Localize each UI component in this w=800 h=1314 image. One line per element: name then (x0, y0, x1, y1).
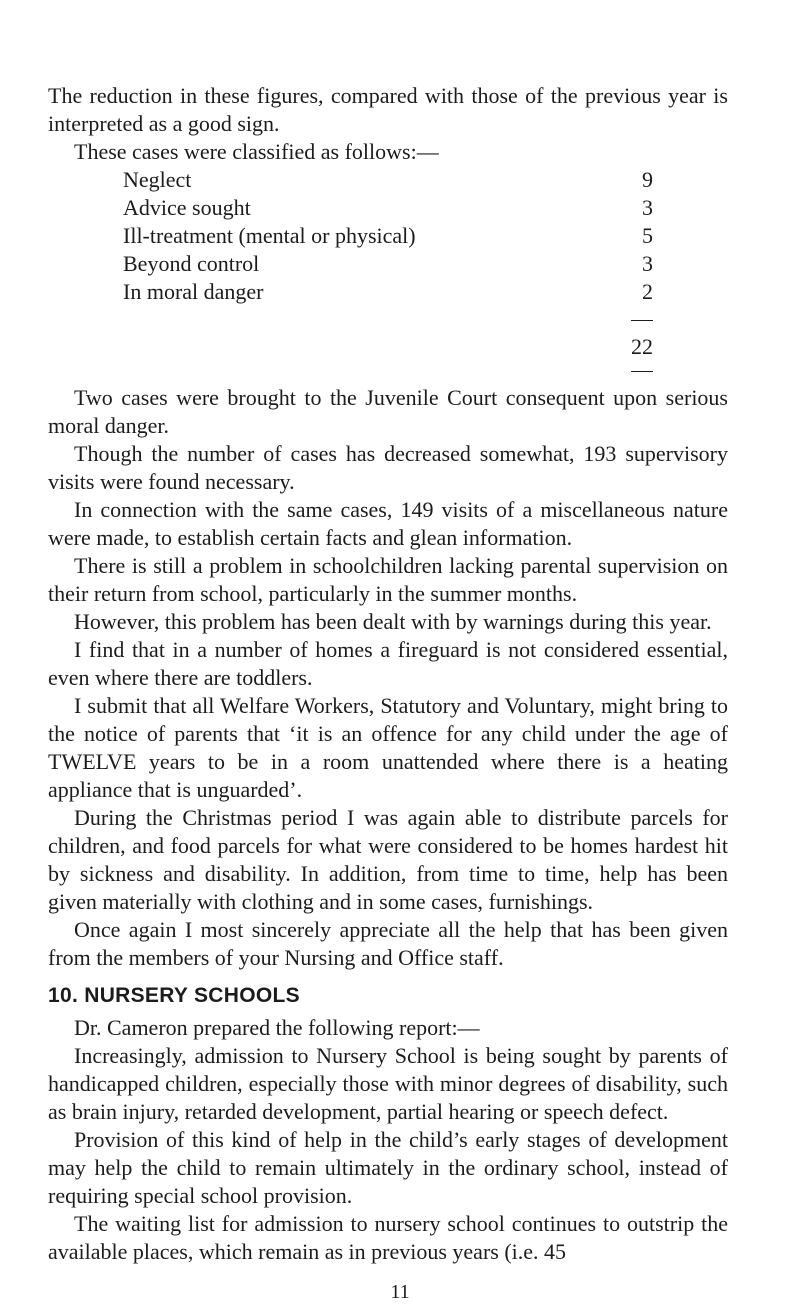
document-page (48, 82, 728, 1266)
body-paragraph: Once again I most sincerely appreciate all the help that has been given from the members of your Nursing and Office staff. (48, 917, 728, 970)
body-paragraph: During the Christmas period I was again able to distribute parcels for children, and food parcels for what were considered to be homes hardest hit by sickness and disability. In addition, from time to time, help has been given materially with clothing and in some cases, furnishings. (48, 805, 728, 914)
classification-row (123, 166, 653, 194)
body-paragraph: I find that in a number of homes a fireguard is not considered essential, even where there are toddlers. (48, 637, 728, 690)
section-paragraph: The waiting list for admission to nursery school continues to outstrip the available places, which remain as in previous years (i.e. 45 (48, 1211, 728, 1264)
classification-value: 2 (642, 279, 653, 304)
classification-table (123, 166, 653, 372)
classification-row (123, 194, 653, 222)
body-paragraph: Though the number of cases has decreased somewhat, 193 supervisory visits were found necessary. (48, 441, 728, 494)
body-paragraph: Two cases were brought to the Juvenile Court consequent upon serious moral danger. (48, 385, 728, 438)
section-paragraph: Provision of this kind of help in the child’s early stages of development may help the child to remain ultimately in the ordinary school, instead of requiring special school provision. (48, 1127, 728, 1208)
classification-label: Beyond control (123, 251, 260, 276)
classification-label: Neglect (123, 167, 192, 192)
classification-value: 5 (642, 223, 653, 248)
body-paragraph: There is still a problem in schoolchildren lacking parental supervision on their return from school, particularly in the summer months. (48, 553, 728, 606)
classification-row (123, 222, 653, 250)
classification-total: 22 (631, 334, 653, 359)
classification-row (123, 250, 653, 278)
classification-value: 3 (642, 195, 653, 220)
page-number: 11 (390, 1281, 410, 1303)
intro-paragraph: The reduction in these figures, compared with those of the previous year is interpreted as a good sign. (48, 83, 728, 136)
intro-paragraph: These cases were classified as follows:— (74, 139, 439, 164)
classification-row (123, 278, 653, 306)
classification-label: In moral danger (123, 279, 264, 304)
body-paragraph: In connection with the same cases, 149 visits of a miscellaneous nature were made, to establish certain facts and glean information. (48, 497, 728, 550)
classification-label: Ill-treatment (mental or physical) (123, 223, 416, 248)
section-paragraph: Dr. Cameron prepared the following report:— (74, 1015, 480, 1040)
section-heading: 10. NURSERY SCHOOLS (48, 984, 300, 1007)
classification-label: Advice sought (123, 195, 251, 220)
classification-value: 9 (642, 167, 653, 192)
body-paragraph: I submit that all Welfare Workers, Statutory and Voluntary, might bring to the notice of parents that ‘it is an offence for any child under the age of TWELVE years to be in a room unattended where there is a heating appliance that is unguarded’. (48, 693, 728, 802)
body-paragraph: However, this problem has been dealt with by warnings during this year. (74, 609, 712, 634)
classification-value: 3 (642, 251, 653, 276)
total-rule-top (631, 320, 653, 321)
total-rule-bottom (631, 371, 653, 372)
section-paragraph: Increasingly, admission to Nursery School is being sought by parents of handicapped children, especially those with minor degrees of disability, such as brain injury, retarded development, partial hearing or speech defect. (48, 1043, 728, 1124)
